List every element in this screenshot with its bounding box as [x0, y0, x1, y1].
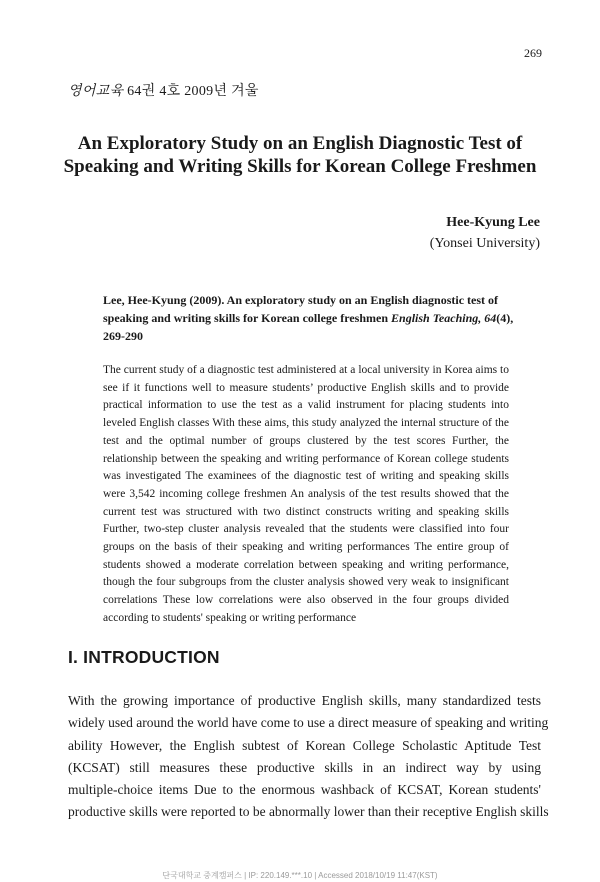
citation-line-1: Lee, Hee-Kyung (2009). An exploratory study on an English diagnostic test of: [103, 293, 499, 307]
author-affiliation: (Yonsei University): [429, 236, 540, 251]
paper-title: [40, 132, 560, 178]
abstract: The current study of a diagnostic test administered at a local university in Korea aims to see if it functions well to measure students’ productive English skills and to provide practical information to use the test as a valid instrument for placing students into leveled English classes With these aims, this study analyzed the internal structure of the test and the optimal number of groups clustered by the test scores Further, the relationship between the speaking and writing performance of Korean college students was investigated The examinees of the diagnostic test of writing and speaking skills were 3,542 incoming college freshmen An analysis of the test results showed that the current test was structured with two distinct constructs writing and speaking skills Further, two-step cluster analysis revealed that the students were classified into four groups on the basis of their speaking and writing performances The entire group of students showed a moderate correlation between speaking and writing performance, though the four subgroups from the cluster analysis showed very weak to insignificant correlations These low correlations were also observed in the four groups divided according to students' speaking or writing performance: [103, 364, 509, 624]
intro-line: With the growing importance of productive English skills, many standardized tests: [68, 693, 541, 708]
intro-line: (KCSAT) still measures these productive skills in an indirect way by using: [68, 759, 541, 775]
page-number: 269: [524, 46, 542, 60]
citation: [103, 291, 514, 345]
paper-title-line-2: Speaking and Writing Skills for Korean College Freshmen: [63, 156, 537, 177]
section-heading: I. INTRODUCTION: [68, 647, 220, 667]
citation-journal: English Teaching, 64: [391, 311, 497, 325]
intro-line: ability However, the English subtest of Korean College Scholastic Aptitude Test: [68, 737, 541, 753]
intro-line: widely used around the world have come to use a direct measure of speaking and writing: [68, 715, 549, 731]
access-footer: 단국대학교 중계캠퍼스 | IP: 220.149.***.10 | Accessed 2018/10/19 11:47(KST): [162, 871, 438, 880]
introduction-paragraph: [68, 690, 549, 824]
journal-header: [68, 80, 259, 100]
citation-line-2: [103, 309, 514, 327]
citation-pages: 269-290: [103, 329, 143, 343]
citation-issue: (4),: [496, 311, 514, 325]
citation-title-end: speaking and writing skills for Korean college freshmen: [103, 311, 392, 325]
paper-title-line-1: An Exploratory Study on an English Diagnostic Test of: [77, 133, 523, 154]
journal-name: 영어교육: [68, 84, 124, 99]
author-name: Hee-Kyung Lee: [446, 215, 540, 230]
intro-line: multiple-choice items Due to the enormous washback of KCSAT, Korean students': [68, 782, 541, 798]
intro-line: productive skills were reported to be abnormally lower than their receptive English skills: [68, 804, 549, 820]
journal-issue-info: 64권 4호 2009년 겨울: [123, 84, 259, 99]
